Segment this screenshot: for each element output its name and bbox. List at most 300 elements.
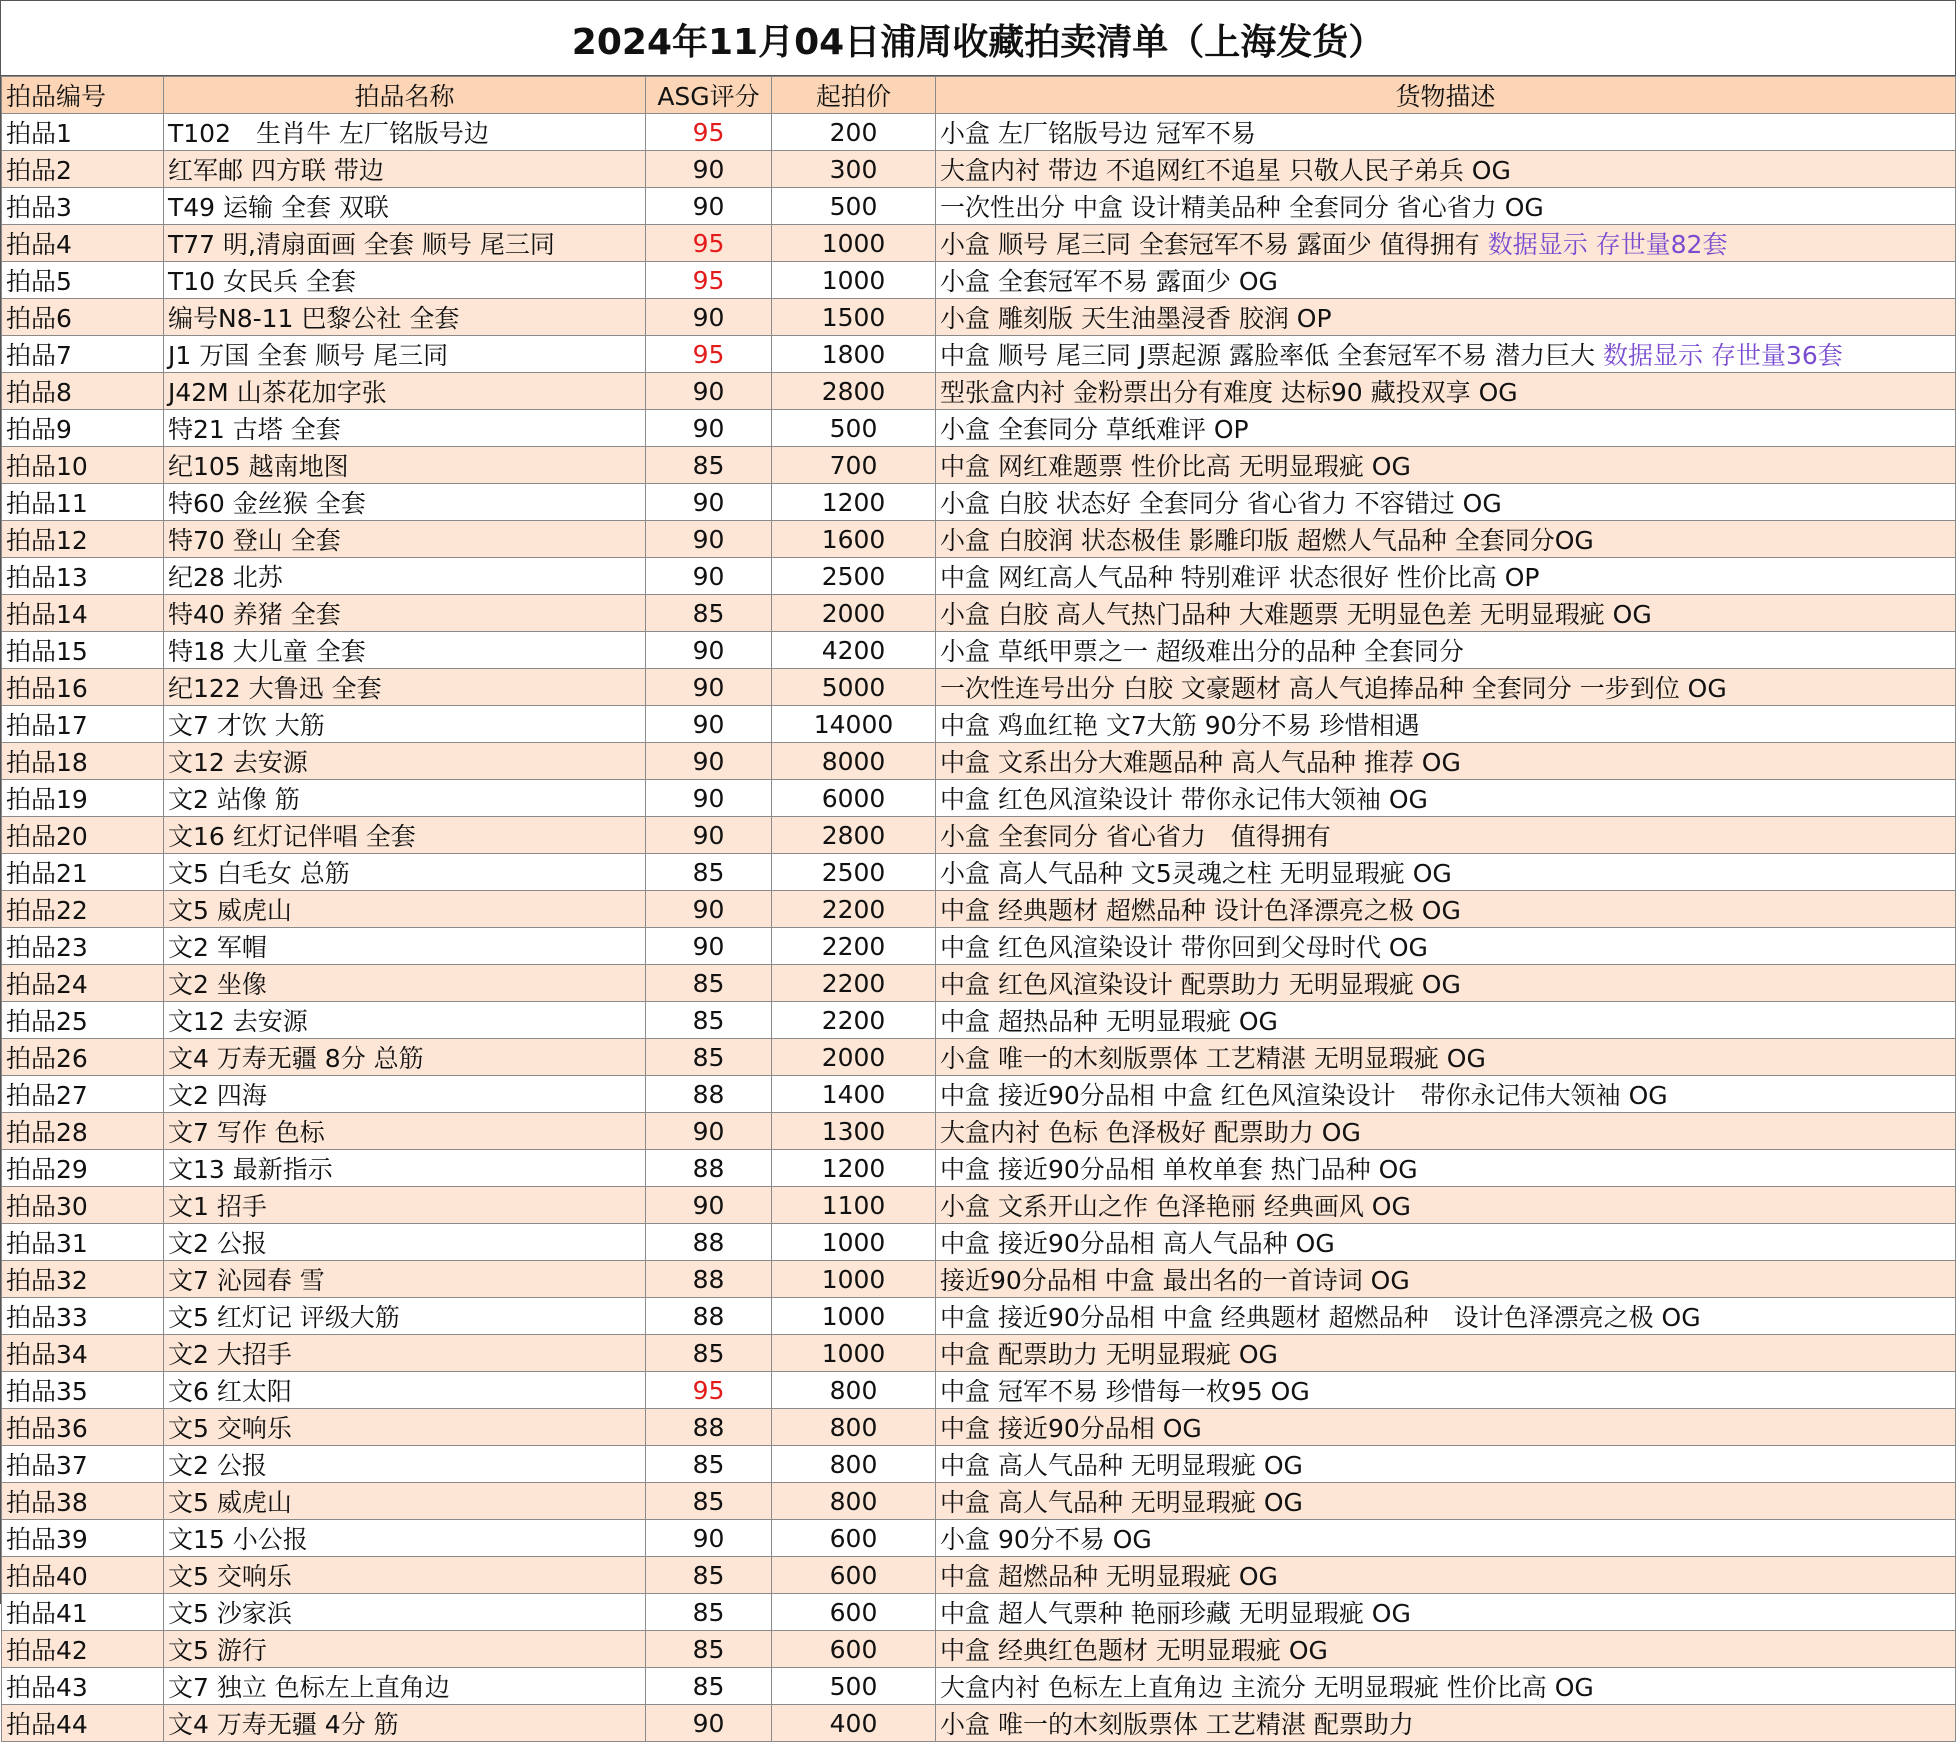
score-cell: 85	[646, 1446, 772, 1483]
lot-no-cell: 拍品27	[2, 1076, 164, 1113]
table-row	[2, 1150, 1956, 1187]
description-text: 小盒 唯一的木刻版票体 工艺精湛 无明显瑕疵 OG	[940, 1044, 1486, 1073]
start-price-cell: 600	[772, 1557, 936, 1594]
description-cell	[936, 225, 1956, 262]
description-text: 中盒 经典题材 超燃品种 设计色泽漂亮之极 OG	[940, 896, 1461, 925]
description-text: 中盒 冠军不易 珍惜每一枚95 OG	[940, 1377, 1310, 1406]
start-price-cell: 600	[772, 1594, 936, 1631]
lot-name-cell: 文5 红灯记 评级大筋	[164, 1298, 646, 1335]
lot-name-cell: 文2 坐像	[164, 965, 646, 1002]
description-cell	[936, 1705, 1956, 1742]
description-text: 中盒 红色风渲染设计 配票助力 无明显瑕疵 OG	[940, 970, 1461, 999]
start-price-cell: 2800	[772, 373, 936, 410]
description-text: 中盒 接近90分品相 单枚单套 热门品种 OG	[940, 1155, 1418, 1184]
table-row	[2, 373, 1956, 410]
table-row	[2, 1039, 1956, 1076]
start-price-cell: 500	[772, 188, 936, 225]
description-text: 小盒 全套冠军不易 露面少 OG	[940, 267, 1278, 296]
description-cell	[936, 1446, 1956, 1483]
description-cell	[936, 1076, 1956, 1113]
lot-name-cell: 文5 沙家浜	[164, 1594, 646, 1631]
score-cell: 85	[646, 1039, 772, 1076]
start-price-cell: 2000	[772, 1039, 936, 1076]
score-cell: 90	[646, 1520, 772, 1557]
lot-name-cell: 文16 红灯记伴唱 全套	[164, 817, 646, 854]
description-text: 中盒 高人气品种 无明显瑕疵 OG	[940, 1451, 1303, 1480]
description-cell	[936, 188, 1956, 225]
lot-name-cell: J1 万国 全套 顺号 尾三同	[164, 336, 646, 373]
score-cell: 90	[646, 1187, 772, 1224]
description-cell	[936, 1113, 1956, 1150]
lot-no-cell: 拍品14	[2, 595, 164, 632]
table-row	[2, 225, 1956, 262]
description-cell	[936, 632, 1956, 669]
description-cell	[936, 891, 1956, 928]
description-cell	[936, 1039, 1956, 1076]
table-row	[2, 1261, 1956, 1298]
lot-name-cell: 文5 白毛女 总筋	[164, 854, 646, 891]
description-text: 中盒 接近90分品相 OG	[940, 1414, 1202, 1443]
table-row	[2, 188, 1956, 225]
score-cell: 85	[646, 1335, 772, 1372]
description-text: 小盒 左厂铭版号边 冠军不易	[940, 119, 1256, 148]
description-text: 中盒 高人气品种 无明显瑕疵 OG	[940, 1488, 1303, 1517]
description-text: 小盒 全套同分 草纸难评 OP	[940, 415, 1249, 444]
start-price-cell: 5000	[772, 669, 936, 706]
description-cell	[936, 1520, 1956, 1557]
lot-name-cell: 文5 交响乐	[164, 1557, 646, 1594]
description-text: 中盒 超人气票种 艳丽珍藏 无明显瑕疵 OG	[940, 1599, 1411, 1628]
table-row	[2, 299, 1956, 336]
lot-no-cell: 拍品29	[2, 1150, 164, 1187]
header-start-price: 起拍价	[772, 77, 936, 114]
description-cell	[936, 706, 1956, 743]
lot-no-cell: 拍品26	[2, 1039, 164, 1076]
table-row	[2, 706, 1956, 743]
lot-name-cell: J42M 山茶花加字张	[164, 373, 646, 410]
table-row	[2, 965, 1956, 1002]
table-row	[2, 891, 1956, 928]
table-row	[2, 928, 1956, 965]
score-cell: 90	[646, 188, 772, 225]
lot-no-cell: 拍品25	[2, 1002, 164, 1039]
lot-no-cell: 拍品28	[2, 1113, 164, 1150]
header-description: 货物描述	[936, 77, 1956, 114]
lot-no-cell: 拍品4	[2, 225, 164, 262]
start-price-cell: 2500	[772, 854, 936, 891]
stock-data-note: 数据显示 存世量82套	[1487, 230, 1728, 259]
description-cell	[936, 373, 1956, 410]
description-cell	[936, 558, 1956, 595]
table-row	[2, 1557, 1956, 1594]
table-row	[2, 558, 1956, 595]
lot-name-cell: 文7 独立 色标左上直角边	[164, 1668, 646, 1705]
header-score: ASG评分	[646, 77, 772, 114]
lot-no-cell: 拍品10	[2, 447, 164, 484]
description-text: 大盒内衬 带边 不追网红不追星 只敬人民子弟兵 OG	[940, 156, 1511, 185]
description-cell	[936, 1409, 1956, 1446]
description-text: 中盒 网红高人气品种 特别难评 状态很好 性价比高 OP	[940, 563, 1540, 592]
score-cell: 90	[646, 817, 772, 854]
table-row	[2, 1631, 1956, 1668]
lot-no-cell: 拍品7	[2, 336, 164, 373]
score-cell: 90	[646, 558, 772, 595]
lot-name-cell: T49 运输 全套 双联	[164, 188, 646, 225]
lot-name-cell: 特18 大儿童 全套	[164, 632, 646, 669]
start-price-cell: 1200	[772, 1150, 936, 1187]
start-price-cell: 2200	[772, 928, 936, 965]
header-lot-name: 拍品名称	[164, 77, 646, 114]
table-row	[2, 1520, 1956, 1557]
lot-name-cell: 文2 军帽	[164, 928, 646, 965]
lot-no-cell: 拍品41	[2, 1594, 164, 1631]
lot-no-cell: 拍品24	[2, 965, 164, 1002]
table-row	[2, 1224, 1956, 1261]
lot-name-cell: 文7 写作 色标	[164, 1113, 646, 1150]
score-cell: 90	[646, 299, 772, 336]
description-cell	[936, 1483, 1956, 1520]
description-text: 中盒 红色风渲染设计 带你永记伟大领袖 OG	[940, 785, 1428, 814]
description-text: 中盒 超热品种 无明显瑕疵 OG	[940, 1007, 1278, 1036]
description-text: 中盒 顺号 尾三同 J票起源 露脸率低 全套冠军不易 潜力巨大	[940, 341, 1604, 370]
lot-name-cell: 文12 去安源	[164, 1002, 646, 1039]
score-cell: 90	[646, 1113, 772, 1150]
table-row	[2, 151, 1956, 188]
start-price-cell: 1000	[772, 1224, 936, 1261]
description-cell	[936, 965, 1956, 1002]
lot-no-cell: 拍品43	[2, 1668, 164, 1705]
start-price-cell: 600	[772, 1520, 936, 1557]
start-price-cell: 500	[772, 410, 936, 447]
start-price-cell: 2200	[772, 891, 936, 928]
lot-no-cell: 拍品12	[2, 521, 164, 558]
lot-name-cell: 文12 去安源	[164, 743, 646, 780]
start-price-cell: 2800	[772, 817, 936, 854]
lot-no-cell: 拍品40	[2, 1557, 164, 1594]
description-cell	[936, 410, 1956, 447]
lot-no-cell: 拍品3	[2, 188, 164, 225]
start-price-cell: 600	[772, 1631, 936, 1668]
lot-no-cell: 拍品35	[2, 1372, 164, 1409]
table-row	[2, 410, 1956, 447]
score-cell: 95	[646, 336, 772, 373]
description-cell	[936, 595, 1956, 632]
lot-name-cell: 文5 交响乐	[164, 1409, 646, 1446]
score-cell: 90	[646, 928, 772, 965]
start-price-cell: 800	[772, 1446, 936, 1483]
description-text: 中盒 接近90分品相 中盒 红色风渲染设计 带你永记伟大领袖 OG	[940, 1081, 1668, 1110]
score-cell: 88	[646, 1076, 772, 1113]
lot-name-cell: 文4 万寿无疆 4分 筋	[164, 1705, 646, 1742]
table-row	[2, 669, 1956, 706]
description-cell	[936, 1150, 1956, 1187]
description-text: 型张盒内衬 金粉票出分有难度 达标90 藏投双享 OG	[940, 378, 1518, 407]
lot-name-cell: 文15 小公报	[164, 1520, 646, 1557]
description-text: 大盒内衬 色标左上直角边 主流分 无明显瑕疵 性价比高 OG	[940, 1673, 1594, 1702]
start-price-cell: 1400	[772, 1076, 936, 1113]
lot-name-cell: 特60 金丝猴 全套	[164, 484, 646, 521]
start-price-cell: 1500	[772, 299, 936, 336]
lot-name-cell: 文2 四海	[164, 1076, 646, 1113]
lot-no-cell: 拍品34	[2, 1335, 164, 1372]
table-row	[2, 1409, 1956, 1446]
table-body	[2, 114, 1956, 1742]
start-price-cell: 1000	[772, 225, 936, 262]
score-cell: 90	[646, 669, 772, 706]
score-cell: 95	[646, 225, 772, 262]
lot-no-cell: 拍品19	[2, 780, 164, 817]
score-cell: 95	[646, 114, 772, 151]
stock-data-note: 数据显示 存世量36套	[1603, 341, 1843, 370]
lot-name-cell: 红军邮 四方联 带边	[164, 151, 646, 188]
score-cell: 90	[646, 743, 772, 780]
table-row	[2, 1594, 1956, 1631]
description-cell	[936, 521, 1956, 558]
description-cell	[936, 299, 1956, 336]
start-price-cell: 2200	[772, 965, 936, 1002]
description-text: 中盒 红色风渲染设计 带你回到父母时代 OG	[940, 933, 1428, 962]
page-title: 2024年11月04日浦周收藏拍卖清单（上海发货）	[1, 1, 1955, 76]
table-row	[2, 1668, 1956, 1705]
description-text: 一次性连号出分 白胶 文豪题材 高人气追捧品种 全套同分 一步到位 OG	[940, 674, 1727, 703]
lot-no-cell: 拍品9	[2, 410, 164, 447]
start-price-cell: 2200	[772, 1002, 936, 1039]
table-row	[2, 1483, 1956, 1520]
lot-name-cell: 文1 招手	[164, 1187, 646, 1224]
description-cell	[936, 854, 1956, 891]
lot-name-cell: 文5 游行	[164, 1631, 646, 1668]
start-price-cell: 4200	[772, 632, 936, 669]
score-cell: 95	[646, 1372, 772, 1409]
start-price-cell: 1000	[772, 262, 936, 299]
description-text: 中盒 文系出分大难题品种 高人气品种 推荐 OG	[940, 748, 1461, 777]
description-cell	[936, 484, 1956, 521]
description-cell	[936, 1261, 1956, 1298]
lot-no-cell: 拍品30	[2, 1187, 164, 1224]
lot-no-cell: 拍品2	[2, 151, 164, 188]
start-price-cell: 500	[772, 1668, 936, 1705]
description-text: 中盒 鸡血红艳 文7大筋 90分不易 珍惜相遇	[940, 711, 1420, 740]
description-cell	[936, 1631, 1956, 1668]
lot-name-cell: 纪105 越南地图	[164, 447, 646, 484]
description-text: 小盒 白胶 高人气热门品种 大难题票 无明显色差 无明显瑕疵 OG	[940, 600, 1652, 629]
lot-name-cell: 纪28 北苏	[164, 558, 646, 595]
table-row	[2, 632, 1956, 669]
score-cell: 90	[646, 151, 772, 188]
description-cell	[936, 1002, 1956, 1039]
description-text: 一次性出分 中盒 设计精美品种 全套同分 省心省力 OG	[940, 193, 1544, 222]
description-text: 小盒 顺号 尾三同 全套冠军不易 露面少 值得拥有	[940, 230, 1488, 259]
start-price-cell: 300	[772, 151, 936, 188]
start-price-cell: 1100	[772, 1187, 936, 1224]
start-price-cell: 1000	[772, 1298, 936, 1335]
score-cell: 90	[646, 521, 772, 558]
score-cell: 88	[646, 1224, 772, 1261]
table-row	[2, 817, 1956, 854]
table-row	[2, 1002, 1956, 1039]
score-cell: 88	[646, 1261, 772, 1298]
lot-no-cell: 拍品33	[2, 1298, 164, 1335]
description-cell	[936, 336, 1956, 373]
lot-no-cell: 拍品1	[2, 114, 164, 151]
description-text: 中盒 接近90分品相 中盒 经典题材 超燃品种 设计色泽漂亮之极 OG	[940, 1303, 1701, 1332]
table-row	[2, 780, 1956, 817]
description-cell	[936, 1298, 1956, 1335]
lot-name-cell: 纪122 大鲁迅 全套	[164, 669, 646, 706]
score-cell: 85	[646, 1668, 772, 1705]
description-text: 小盒 90分不易 OG	[940, 1525, 1152, 1554]
description-text: 小盒 文系开山之作 色泽艳丽 经典画风 OG	[940, 1192, 1411, 1221]
lot-no-cell: 拍品36	[2, 1409, 164, 1446]
start-price-cell: 1000	[772, 1335, 936, 1372]
lot-name-cell: 文7 才饮 大筋	[164, 706, 646, 743]
table-header-row	[2, 77, 1956, 114]
start-price-cell: 800	[772, 1483, 936, 1520]
description-cell	[936, 447, 1956, 484]
start-price-cell: 400	[772, 1705, 936, 1742]
lot-name-cell: T77 明,清扇面画 全套 顺号 尾三同	[164, 225, 646, 262]
lot-name-cell: 文7 沁园春 雪	[164, 1261, 646, 1298]
description-text: 小盒 白胶润 状态极佳 影雕印版 超燃人气品种 全套同分OG	[940, 526, 1594, 555]
score-cell: 90	[646, 484, 772, 521]
lot-no-cell: 拍品17	[2, 706, 164, 743]
description-text: 大盒内衬 色标 色泽极好 配票助力 OG	[940, 1118, 1361, 1147]
lot-name-cell: T102 生肖牛 左厂铭版号边	[164, 114, 646, 151]
lot-no-cell: 拍品18	[2, 743, 164, 780]
score-cell: 85	[646, 1631, 772, 1668]
score-cell: 88	[646, 1298, 772, 1335]
lot-no-cell: 拍品44	[2, 1705, 164, 1742]
table-row	[2, 1298, 1956, 1335]
start-price-cell: 1000	[772, 1261, 936, 1298]
start-price-cell: 8000	[772, 743, 936, 780]
score-cell: 90	[646, 1705, 772, 1742]
lot-no-cell: 拍品31	[2, 1224, 164, 1261]
start-price-cell: 14000	[772, 706, 936, 743]
score-cell: 85	[646, 1002, 772, 1039]
description-text: 小盒 雕刻版 天生油墨浸香 胶润 OP	[940, 304, 1332, 333]
start-price-cell: 800	[772, 1372, 936, 1409]
start-price-cell: 800	[772, 1409, 936, 1446]
lot-no-cell: 拍品23	[2, 928, 164, 965]
description-text: 中盒 经典红色题材 无明显瑕疵 OG	[940, 1636, 1328, 1665]
table-row	[2, 1705, 1956, 1742]
description-text: 小盒 草纸甲票之一 超级难出分的品种 全套同分	[940, 637, 1464, 666]
description-text: 小盒 高人气品种 文5灵魂之柱 无明显瑕疵 OG	[940, 859, 1452, 888]
table-row	[2, 262, 1956, 299]
start-price-cell: 6000	[772, 780, 936, 817]
description-text: 小盒 全套同分 省心省力 值得拥有	[940, 822, 1331, 851]
lot-name-cell: 文2 大招手	[164, 1335, 646, 1372]
lot-no-cell: 拍品20	[2, 817, 164, 854]
lot-no-cell: 拍品5	[2, 262, 164, 299]
description-cell	[936, 743, 1956, 780]
description-cell	[936, 1187, 1956, 1224]
lot-no-cell: 拍品21	[2, 854, 164, 891]
auction-table	[1, 76, 1956, 1742]
description-cell	[936, 1594, 1956, 1631]
lot-name-cell: T10 女民兵 全套	[164, 262, 646, 299]
start-price-cell: 700	[772, 447, 936, 484]
start-price-cell: 1300	[772, 1113, 936, 1150]
score-cell: 85	[646, 1483, 772, 1520]
table-row	[2, 114, 1956, 151]
score-cell: 85	[646, 1557, 772, 1594]
lot-no-cell: 拍品38	[2, 1483, 164, 1520]
lot-name-cell: 特70 登山 全套	[164, 521, 646, 558]
description-cell	[936, 780, 1956, 817]
lot-no-cell: 拍品13	[2, 558, 164, 595]
description-text: 中盒 配票助力 无明显瑕疵 OG	[940, 1340, 1278, 1369]
lot-no-cell: 拍品22	[2, 891, 164, 928]
lot-name-cell: 特40 养猪 全套	[164, 595, 646, 632]
score-cell: 85	[646, 1594, 772, 1631]
table-row	[2, 743, 1956, 780]
description-cell	[936, 817, 1956, 854]
lot-name-cell: 文2 站像 筋	[164, 780, 646, 817]
description-cell	[936, 928, 1956, 965]
table-row	[2, 1076, 1956, 1113]
score-cell: 90	[646, 706, 772, 743]
score-cell: 85	[646, 965, 772, 1002]
lot-name-cell: 文5 威虎山	[164, 891, 646, 928]
lot-name-cell: 文2 公报	[164, 1446, 646, 1483]
start-price-cell: 2500	[772, 558, 936, 595]
score-cell: 95	[646, 262, 772, 299]
description-cell	[936, 151, 1956, 188]
lot-name-cell: 文13 最新指示	[164, 1150, 646, 1187]
lot-no-cell: 拍品37	[2, 1446, 164, 1483]
lot-name-cell: 文6 红太阳	[164, 1372, 646, 1409]
score-cell: 90	[646, 632, 772, 669]
table-row	[2, 447, 1956, 484]
table-row	[2, 1372, 1956, 1409]
lot-name-cell: 文2 公报	[164, 1224, 646, 1261]
lot-no-cell: 拍品32	[2, 1261, 164, 1298]
score-cell: 90	[646, 891, 772, 928]
table-row	[2, 854, 1956, 891]
header-lot-no: 拍品编号	[2, 77, 164, 114]
description-text: 中盒 超燃品种 无明显瑕疵 OG	[940, 1562, 1278, 1591]
description-text: 小盒 唯一的木刻版票体 工艺精湛 配票助力	[940, 1710, 1414, 1739]
lot-name-cell: 文5 威虎山	[164, 1483, 646, 1520]
score-cell: 85	[646, 854, 772, 891]
table-row	[2, 1187, 1956, 1224]
lot-no-cell: 拍品16	[2, 669, 164, 706]
description-text: 中盒 网红难题票 性价比高 无明显瑕疵 OG	[940, 452, 1411, 481]
lot-name-cell: 编号N8-11 巴黎公社 全套	[164, 299, 646, 336]
description-text: 中盒 接近90分品相 高人气品种 OG	[940, 1229, 1335, 1258]
table-row	[2, 1113, 1956, 1150]
description-cell	[936, 1372, 1956, 1409]
lot-no-cell: 拍品42	[2, 1631, 164, 1668]
score-cell: 90	[646, 410, 772, 447]
start-price-cell: 200	[772, 114, 936, 151]
score-cell: 90	[646, 373, 772, 410]
description-text: 接近90分品相 中盒 最出名的一首诗词 OG	[940, 1266, 1410, 1295]
lot-no-cell: 拍品15	[2, 632, 164, 669]
lot-no-cell: 拍品6	[2, 299, 164, 336]
start-price-cell: 1800	[772, 336, 936, 373]
description-cell	[936, 1668, 1956, 1705]
lot-no-cell: 拍品11	[2, 484, 164, 521]
table-row	[2, 484, 1956, 521]
description-cell	[936, 669, 1956, 706]
description-text: 小盒 白胶 状态好 全套同分 省心省力 不容错过 OG	[940, 489, 1502, 518]
description-cell	[936, 262, 1956, 299]
start-price-cell: 2000	[772, 595, 936, 632]
lot-name-cell: 文4 万寿无疆 8分 总筋	[164, 1039, 646, 1076]
